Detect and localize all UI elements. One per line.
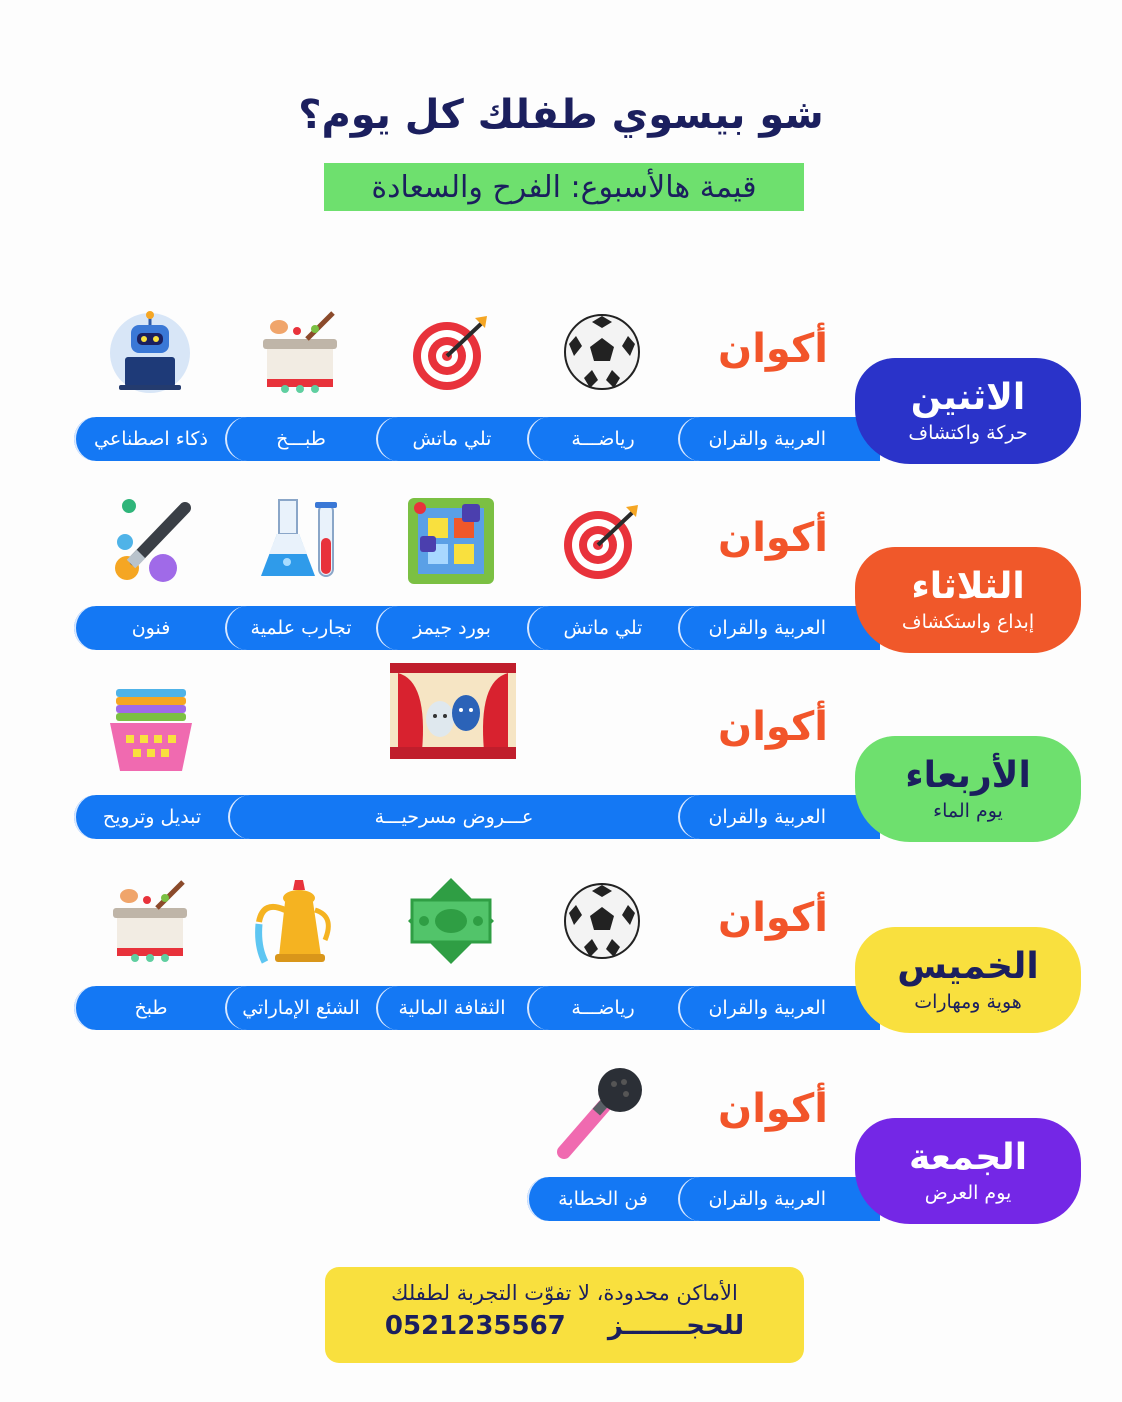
activity-label: طبـــخ <box>225 417 375 461</box>
activity-label: تلي ماتش <box>376 417 526 461</box>
activity-label: العربية والقران <box>678 795 856 839</box>
day-theme: يوم الماء <box>933 800 1003 822</box>
akwan-logo-text: أكوان <box>718 1086 828 1132</box>
day-row <box>0 857 1122 1057</box>
activity-label: العربية والقران <box>678 1177 856 1221</box>
akwan-logo <box>718 680 828 774</box>
activity-label: ذكاء اصطناعي <box>74 417 226 461</box>
activity-label: فن الخطابة <box>527 1177 677 1221</box>
board-game-icon <box>403 493 499 589</box>
day-name: الأربعاء <box>905 755 1031 796</box>
theater-stage-icon <box>388 646 518 776</box>
day-name: الخميس <box>897 946 1039 987</box>
soccer-ball-icon <box>554 304 650 400</box>
activity-label: بورد جيمز <box>376 606 526 650</box>
akwan-logo <box>718 1062 828 1156</box>
microphone-icon <box>554 1064 650 1160</box>
paintbrush-icon <box>102 493 198 589</box>
activity-label: تلي ماتش <box>527 606 677 650</box>
soccer-ball-icon <box>554 873 650 969</box>
day-theme: هوية ومهارات <box>914 991 1022 1013</box>
day-name: الاثنين <box>910 377 1026 418</box>
activity-label: تبديل وترويح <box>74 795 228 839</box>
day-tag <box>855 1118 1081 1224</box>
day-row <box>0 288 1122 488</box>
activity-label: رياضـــة <box>527 417 677 461</box>
day-row <box>0 666 1122 866</box>
day-theme: يوم العرض <box>924 1182 1012 1204</box>
target-icon <box>403 304 499 400</box>
akwan-logo-text: أكوان <box>718 895 828 941</box>
cooking-pot-icon <box>252 304 348 400</box>
target-icon <box>554 493 650 589</box>
limited-places-note: الأماكن محدودة، لا تفوّت التجربة لطفلك <box>391 1281 738 1305</box>
day-name: الثلاثاء <box>911 566 1025 607</box>
cooking-pot-icon <box>102 873 198 969</box>
day-tag <box>855 547 1081 653</box>
money-bill-icon <box>403 873 499 969</box>
activity-label: الشئع الإماراتي <box>225 986 375 1030</box>
akwan-logo-text: أكوان <box>718 704 828 750</box>
page-title: شو بيسوي طفلك كل يوم؟ <box>298 92 824 138</box>
activity-label: فنون <box>74 606 226 650</box>
akwan-logo <box>718 491 828 585</box>
akwan-logo-text: أكوان <box>718 326 828 372</box>
activity-label: العربية والقران <box>678 986 856 1030</box>
day-theme: إبداع واستكشاف <box>901 611 1035 633</box>
booking-banner <box>325 1267 804 1363</box>
activity-label: تجارب علمية <box>225 606 375 650</box>
akwan-logo-text: أكوان <box>718 515 828 561</box>
booking-label: للحجـــــــز <box>607 1311 745 1341</box>
akwan-logo <box>718 302 828 396</box>
day-row <box>0 1048 1122 1248</box>
activity-label: العربية والقران <box>678 417 856 461</box>
day-tag <box>855 736 1081 842</box>
science-flasks-icon <box>252 493 348 589</box>
day-name: الجمعة <box>908 1137 1028 1178</box>
day-tag <box>855 358 1081 464</box>
activity-label: عـــروض مسرحيـــة <box>228 795 678 839</box>
laundry-basket-icon <box>103 682 199 778</box>
akwan-logo <box>718 871 828 965</box>
activity-label: العربية والقران <box>678 606 856 650</box>
arabic-coffee-pot-icon <box>252 873 348 969</box>
week-value-banner: قيمة هالأسبوع: الفرح والسعادة <box>324 163 804 211</box>
activity-label: طبخ <box>74 986 226 1030</box>
activity-label: رياضـــة <box>527 986 677 1030</box>
activity-label: الثقافة المالية <box>376 986 526 1030</box>
day-row <box>0 477 1122 677</box>
booking-line <box>325 1311 804 1341</box>
day-tag <box>855 927 1081 1033</box>
day-theme: حركة واكتشاف <box>908 422 1028 444</box>
booking-phone[interactable]: 0521235567 <box>384 1311 566 1341</box>
robot-laptop-icon <box>102 304 198 400</box>
